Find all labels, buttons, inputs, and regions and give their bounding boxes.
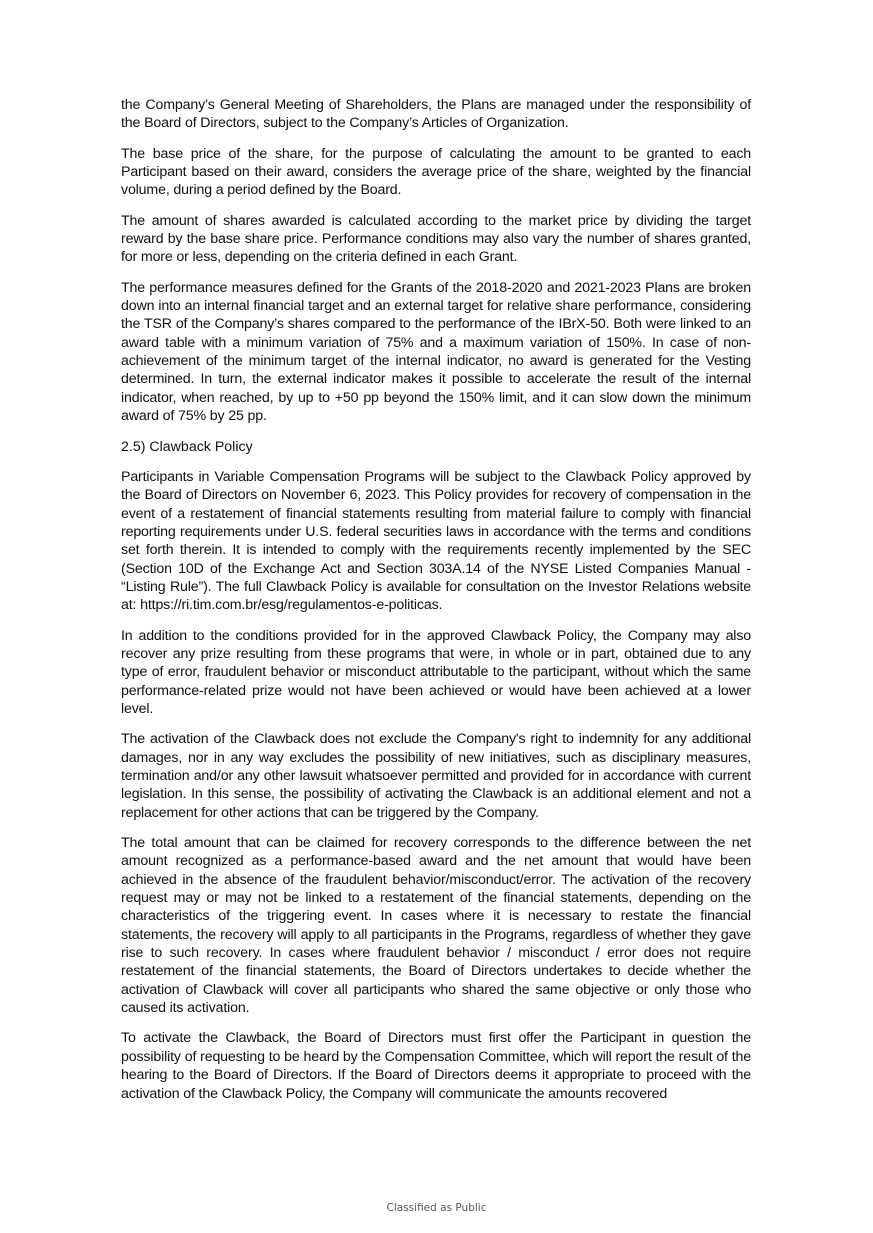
classification-footer: Classified as Public	[386, 1202, 487, 1214]
paragraph-shares-awarded: The amount of shares awarded is calculated according to the market price by dividing the target reward by the base share price. Performance conditions may also vary the number of shares granted, for more or less, depending on the criteria defined in each Grant.	[121, 212, 751, 266]
paragraph-clawback-policy: Participants in Variable Compensation Programs will be subject to the Clawback Policy approved by the Board of Directors on November 6, 2023. This Policy provides for recovery of compensation in the event of a restatement of financial statements resulting from material failure to comply with financial reporting requirements under U.S. federal securities laws in accordance with the terms and conditions set forth therein. It is intended to comply with the requirements recently implemented by the SEC (Section 10D of the Exchange Act and Section 303A.14 of the NYSE Listed Companies Manual - “Listing Rule”). The full Clawback Policy is available for consultation on the Investor Relations website at: https://ri.tim.com.br/esg/regulamentos-e-politicas.	[121, 468, 751, 614]
paragraph-recovery-amount: The total amount that can be claimed for recovery corresponds to the difference between the net amount recognized as a performance-based award and the net amount that would have been achieved in the absence of the fraudulent behavior/misconduct/error. The activation of the recovery request may or may not be linked to a restatement of the financial statements, depending on the characteristics of the triggering event. In cases where it is necessary to restate the financial statements, the recovery will apply to all participants in the Programs, regardless of whether they gave rise to such recovery. In cases where fraudulent behavior / misconduct / error does not require restatement of the financial statements, the Board of Directors undertakes to decide whether the activation of Clawback will cover all participants who shared the same objective or only those who caused its activation.	[121, 835, 751, 1017]
paragraph-activation-procedure: To activate the Clawback, the Board of Directors must first offer the Participant in question the possibility of requesting to be heard by the Compensation Committee, which will report the result of the hearing to the Board of Directors. If the Board of Directors deems it appropriate to proceed with the activation of the Clawback Policy, the Company will communicate the amounts recovered	[121, 1030, 751, 1102]
section-heading-clawback: 2.5) Clawback Policy	[121, 438, 253, 455]
paragraph-performance-measures: The performance measures defined for the Grants of the 2018-2020 and 2021-2023 Plans are broken down into an internal financial target and an external target for relative share performance, considering the TSR of the Company’s shares compared to the performance of the IBrX-50. Both were linked to an award table with a minimum variation of 75% and a maximum variation of 150%. In case of non-achievement of the minimum target of the internal indicator, no award is generated for the Vesting determined. In turn, the external indicator makes it possible to accelerate the result of the internal indicator, when reached, by up to +50 pp beyond the 150% limit, and it can slow down the minimum award of 75% by 25 pp.	[121, 279, 751, 425]
paragraph-base-price: The base price of the share, for the purpose of calculating the amount to be granted to each Participant based on their award, considers the average price of the share, weighted by the financial volume, during a period defined by the Board.	[121, 145, 751, 199]
paragraph-additional-recovery: In addition to the conditions provided for in the approved Clawback Policy, the Company may also recover any prize resulting from these programs that were, in whole or in part, obtained due to any type of error, fraudulent behavior or misconduct attributable to the participant, without which the same performance-related prize would not have been achieved or would have been achieved at a lower level.	[121, 627, 751, 717]
document-body	[121, 96, 751, 1115]
paragraph-clawback-activation: The activation of the Clawback does not exclude the Company's right to indemnity for any additional damages, nor in any way excludes the possibility of new initiatives, such as disciplinary measures, termination and/or any other lawsuit whatsoever permitted and provided for in accordance with current legislation. In this sense, the possibility of activating the Clawback is an additional element and not a replacement for other actions that can be triggered by the Company.	[121, 731, 751, 821]
paragraph-plans-management: the Company’s General Meeting of Shareholders, the Plans are managed under the responsibility of the Board of Directors, subject to the Company’s Articles of Organization.	[121, 97, 751, 132]
